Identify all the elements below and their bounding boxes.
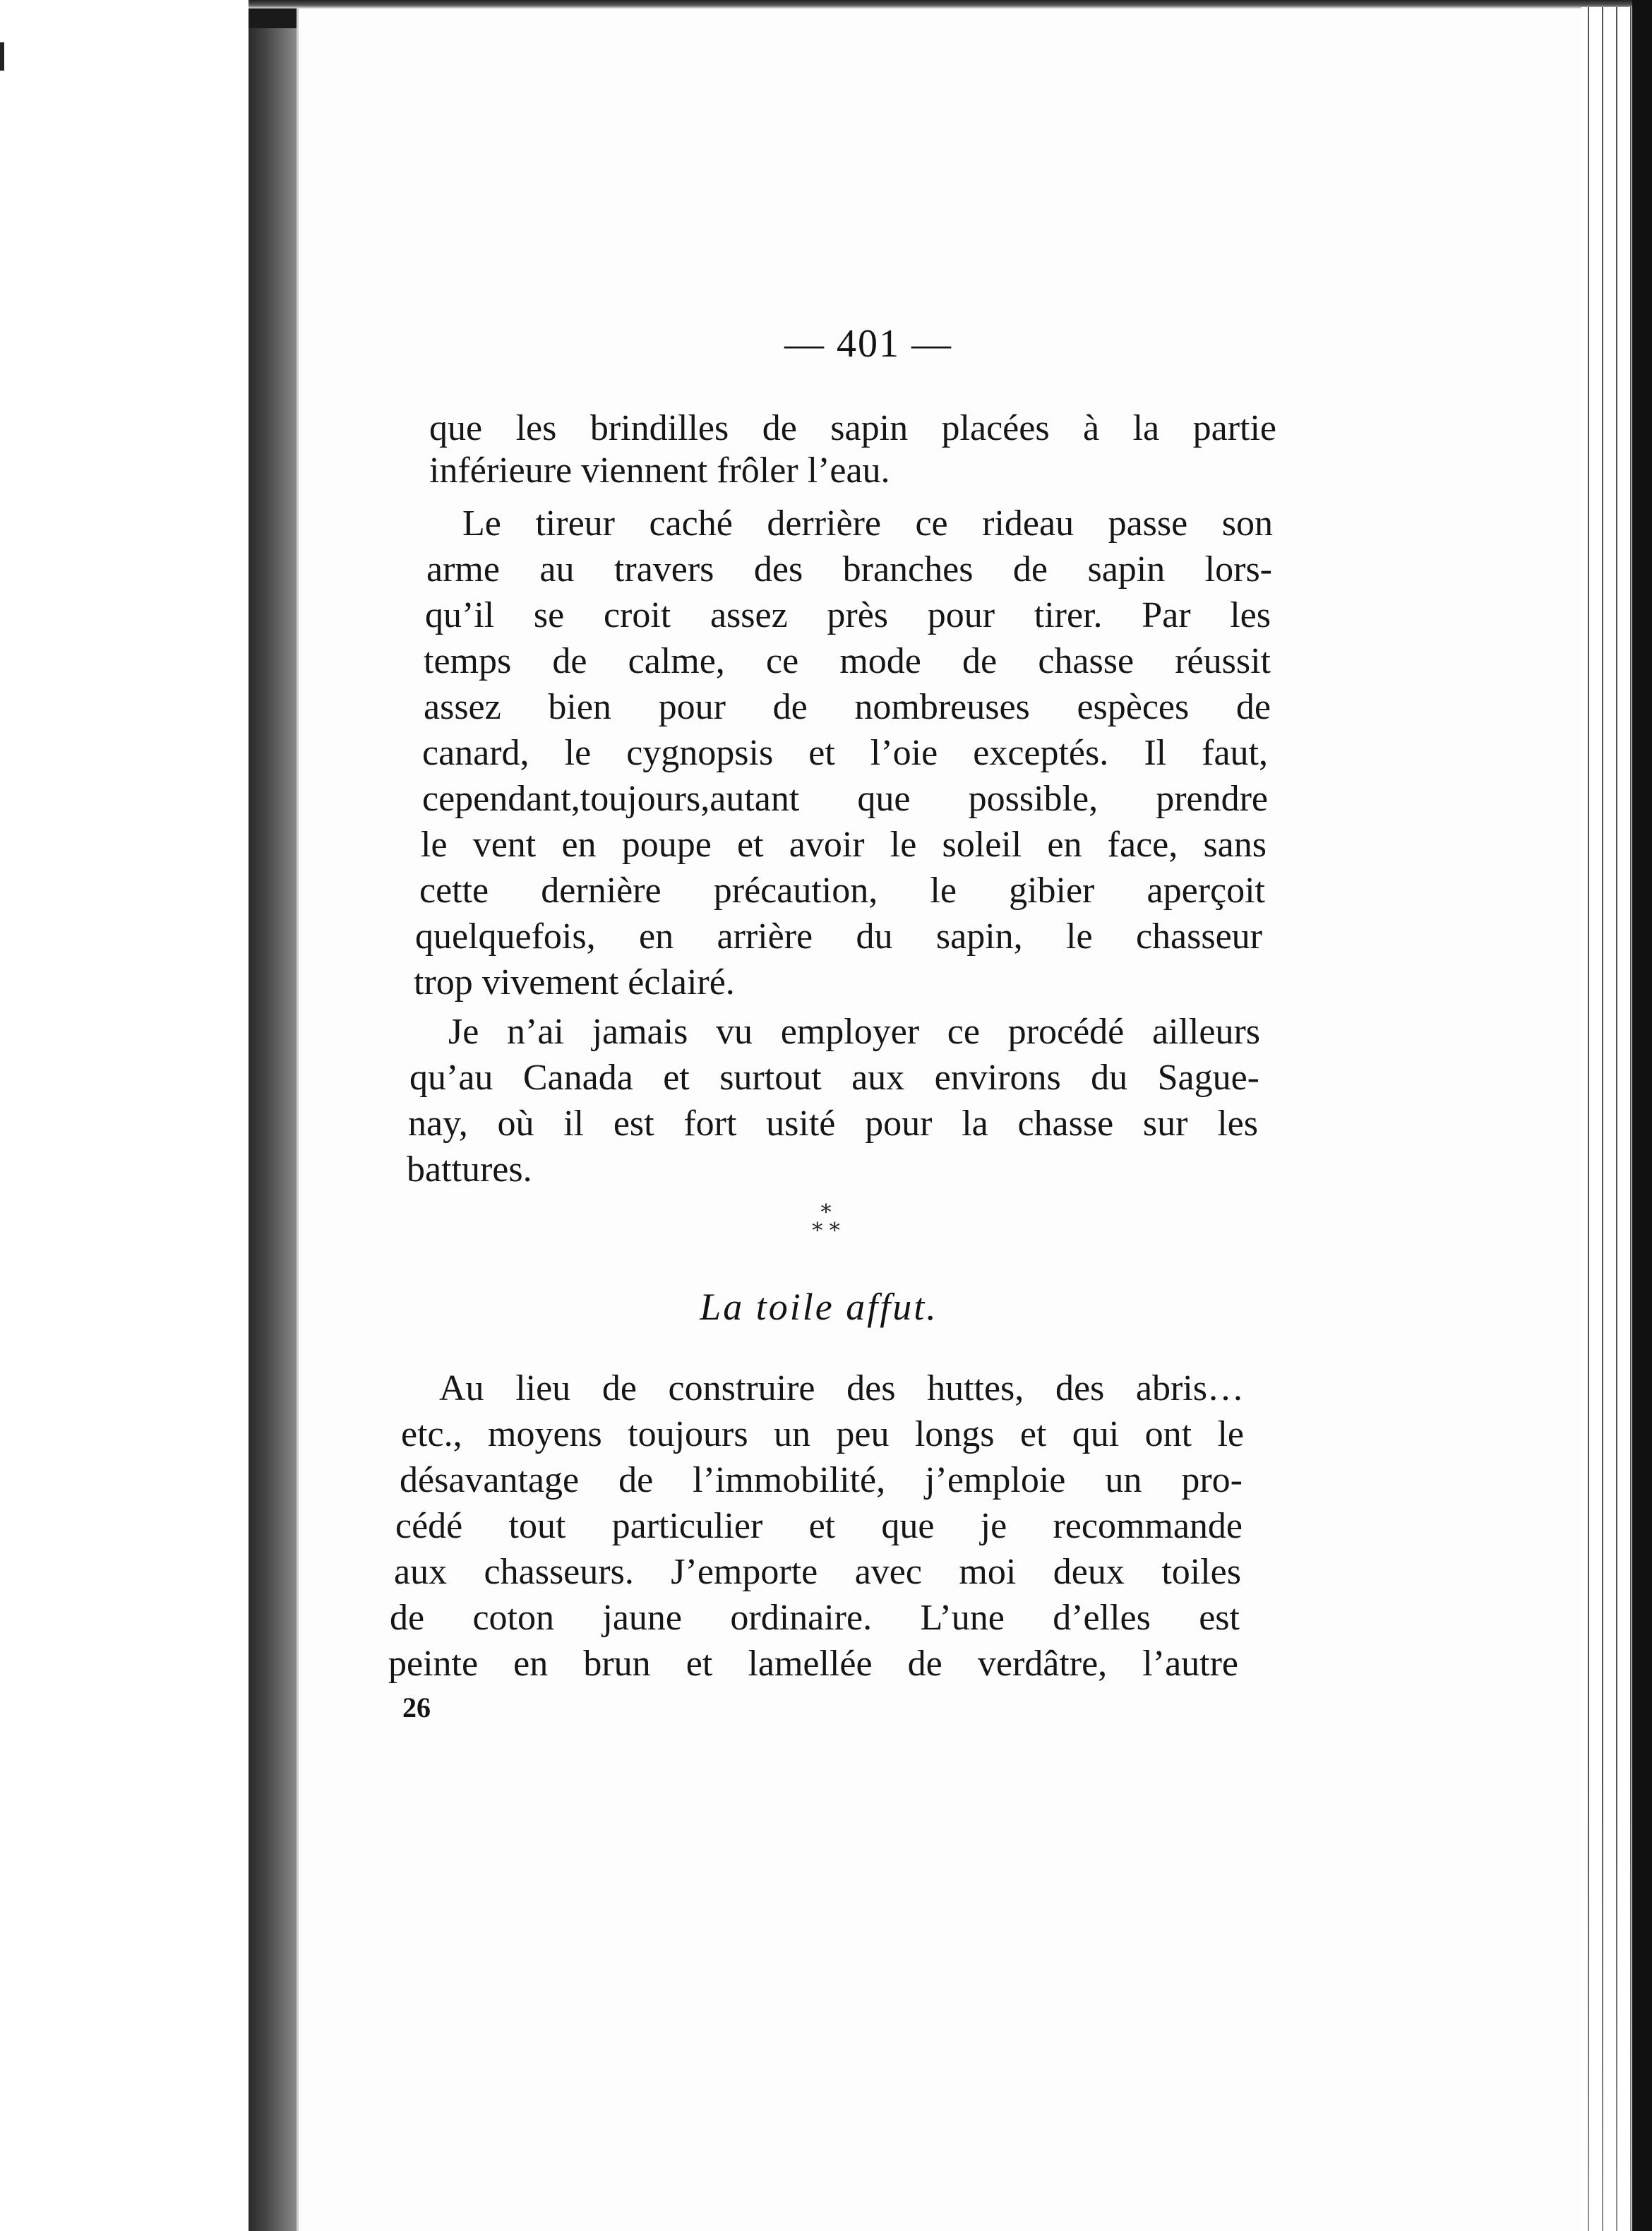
left-edge-mark xyxy=(0,42,4,71)
text-line: trop vivement éclairé. xyxy=(414,962,735,1003)
printer-signature: 26 xyxy=(402,1692,431,1723)
text-line: nay, où il est fort usité pour la chasse sur les xyxy=(408,1103,1258,1144)
text-line: aux chasseurs. J’emporte avec moi deux toiles xyxy=(394,1552,1241,1592)
text-line: arme au travers des branches de sapin lors- xyxy=(426,549,1272,590)
scan-right-border xyxy=(1632,0,1652,2231)
text-line: peinte en brun et lamellée de verdâtre, l’autre xyxy=(388,1644,1238,1684)
text-line: temps de calme, ce mode de chasse réussit xyxy=(424,641,1271,681)
text-line: etc., moyens toujours un peu longs et qui ont le xyxy=(401,1414,1244,1454)
text-line: qu’il se croit assez près pour tirer. Par les xyxy=(425,595,1271,635)
text-line: battures. xyxy=(407,1149,532,1190)
text-line: quelquefois, en arrière du sapin, le chasseur xyxy=(415,916,1262,957)
text-line: que les brindilles de sapin placées à la partie xyxy=(429,408,1276,448)
text-line: le vent en poupe et avoir le soleil en face, sans xyxy=(421,825,1267,865)
text-line: de coton jaune ordinaire. L’une d’elles est xyxy=(390,1598,1240,1638)
book-gutter xyxy=(249,0,297,2231)
text-line: cédé tout particulier et que je recommande xyxy=(395,1506,1243,1546)
text-line: désavantage de l’immobilité, j’emploie un pro- xyxy=(400,1460,1243,1500)
text-line: qu’au Canada et surtout aux environs du Sague- xyxy=(409,1058,1259,1098)
asterism-separator xyxy=(798,1200,854,1243)
page-number: — 401 — xyxy=(784,322,952,366)
text-line: cette dernière précaution, le gibier aperçoit xyxy=(419,871,1265,911)
asterism-top: * xyxy=(820,1200,832,1225)
text-line: Le tireur caché derrière ce rideau passe son xyxy=(462,503,1273,544)
page-edge-fade xyxy=(1581,1765,1632,2231)
text-line: cependant,toujours,autant que possible, prendre xyxy=(422,779,1268,819)
page-top-border xyxy=(249,0,1652,8)
text-line: inférieure viennent frôler l’eau. xyxy=(429,450,890,491)
section-title: La toile affut. xyxy=(700,1286,938,1328)
text-line: canard, le cygnopsis et l’oie exceptés. Il faut, xyxy=(422,733,1268,773)
text-line: Je n’ai jamais vu employer ce procédé ailleurs xyxy=(448,1012,1260,1052)
asterism-bottom: * * xyxy=(812,1219,840,1243)
left-page-margin xyxy=(0,0,249,2231)
text-line: assez bien pour de nombreuses espèces de xyxy=(424,687,1271,727)
text-line: Au lieu de construire des huttes, des abris… xyxy=(439,1368,1244,1408)
